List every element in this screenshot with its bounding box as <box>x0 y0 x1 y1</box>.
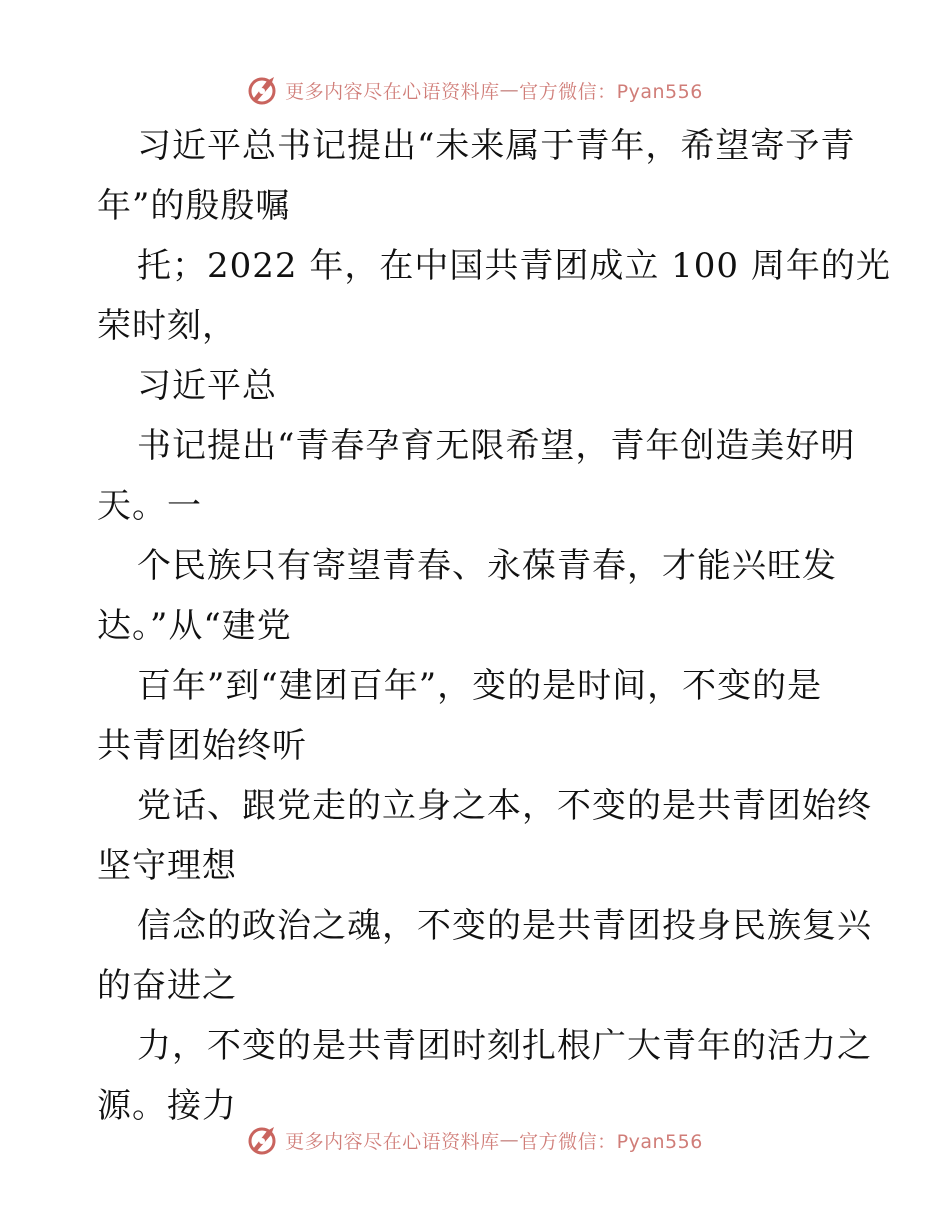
text-line: 习近平总书记提出“未来属于青年，希望寄予青 <box>137 126 856 166</box>
document-body <box>97 116 891 1136</box>
text-line: 达。”从“建党 <box>97 606 292 646</box>
watermark-separator: — <box>499 79 520 101</box>
text-line: 百年”到“建团百年”，变的是时间，不变的是 <box>137 666 823 706</box>
text-line: 书记提出“青春孕育无限希望，青年创造美好明 <box>137 426 856 466</box>
text-line: 力，不变的是共青团时刻扎根广大青年的活力之 <box>137 1026 872 1066</box>
text-line: 坚守理想 <box>97 846 237 886</box>
text-line: 党话、跟党走的立身之本，不变的是共青团始终 <box>137 786 872 826</box>
text-line: 习近平总 <box>137 366 277 406</box>
pen-logo-icon <box>247 73 281 107</box>
watermark-contact: 官方微信：Pyan556 <box>519 1130 703 1153</box>
text-line: 荣时刻， <box>97 306 237 346</box>
text-line: 源。接力 <box>97 1086 237 1126</box>
pen-logo-icon <box>247 1123 281 1157</box>
watermark-separator: — <box>499 1129 520 1151</box>
header-watermark <box>0 70 950 110</box>
watermark-text: 更多内容尽在心语资料库 <box>285 80 500 103</box>
text-line: 托；2022 年，在中国共青团成立 100 周年的光 <box>137 246 891 286</box>
watermark-contact: 官方微信：Pyan556 <box>519 80 703 103</box>
text-line: 的奋进之 <box>97 966 237 1006</box>
footer-watermark <box>0 1120 950 1160</box>
text-line: 天。一 <box>97 486 202 526</box>
text-line: 信念的政治之魂，不变的是共青团投身民族复兴 <box>137 906 872 946</box>
text-line: 年”的殷殷嘱 <box>97 186 291 226</box>
text-line: 个民族只有寄望青春、永葆青春，才能兴旺发 <box>137 546 837 586</box>
watermark-text: 更多内容尽在心语资料库 <box>285 1130 500 1153</box>
text-line: 共青团始终听 <box>97 726 307 766</box>
